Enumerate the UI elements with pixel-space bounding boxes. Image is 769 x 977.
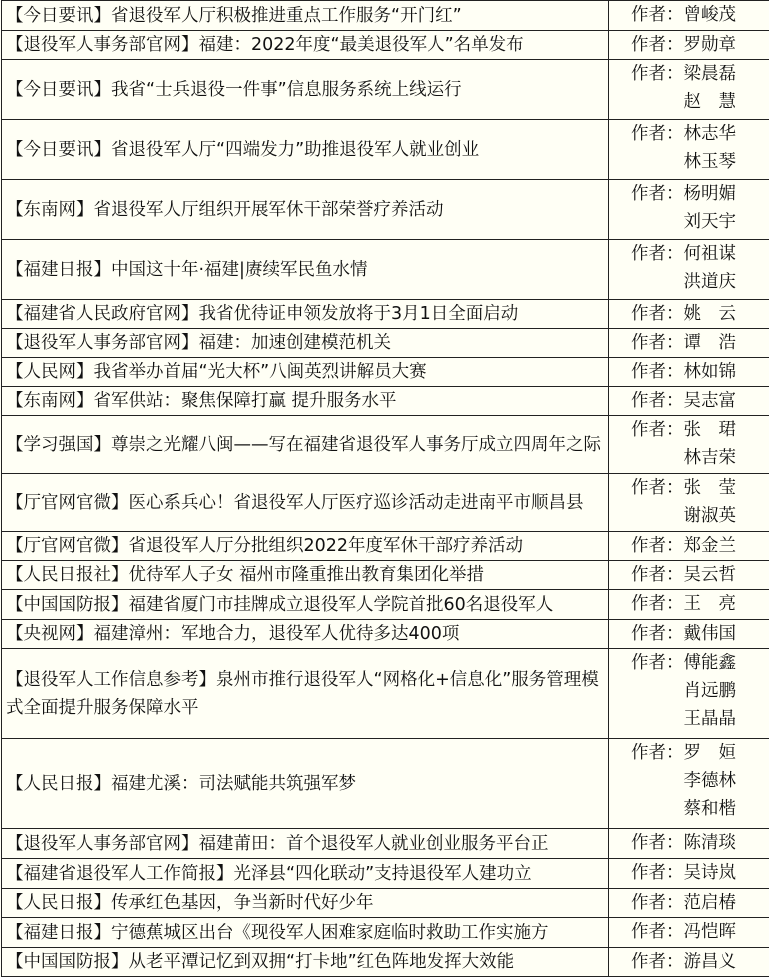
article-title[interactable]: 福建尤溪：司法赋能共筑强军梦 <box>111 774 356 794</box>
article-title-cell <box>2 60 609 120</box>
article-row <box>2 739 769 829</box>
article-title[interactable]: 省军供站：聚焦保障打赢 提升服务水平 <box>94 391 397 411</box>
author-name: 赵 慧 <box>684 88 737 116</box>
article-row <box>2 358 769 387</box>
author-label: 作者： <box>631 649 684 733</box>
author-label: 作者： <box>631 1 684 29</box>
article-source: 【东南网】 <box>6 200 94 220</box>
article-title[interactable]: 省退役军人厅组织开展军休干部荣誉疗养活动 <box>94 200 444 220</box>
article-title[interactable]: 传承红色基因，争当新时代好少年 <box>111 893 374 913</box>
article-source: 【人民日报】 <box>6 774 111 794</box>
article-title-cell <box>2 859 609 889</box>
author-name: 何祖谋 <box>684 240 737 268</box>
author-label: 作者： <box>631 620 684 648</box>
article-title[interactable]: 优待军人子女 福州市隆重推出教育集团化举措 <box>129 565 485 585</box>
article-row <box>2 829 769 859</box>
article-title-cell <box>2 474 609 532</box>
article-author-cell <box>609 620 769 649</box>
article-source: 【福建日报】 <box>6 923 111 943</box>
article-title-cell <box>2 358 609 387</box>
author-label: 作者： <box>631 889 684 917</box>
article-title-cell <box>2 240 609 300</box>
article-source: 【人民日报社】 <box>6 565 129 585</box>
author-name: 戴伟国 <box>684 620 737 648</box>
author-name: 肖远鹏 <box>684 677 737 705</box>
article-author-cell <box>609 180 769 240</box>
author-label: 作者： <box>631 329 684 357</box>
article-source: 【东南网】 <box>6 391 94 411</box>
article-title[interactable]: 我省举办首届“光大杯”八闽英烈讲解员大赛 <box>94 362 427 382</box>
author-name: 梁晨磊 <box>684 60 737 88</box>
author-name: 王晶晶 <box>684 705 737 733</box>
article-author-cell <box>609 120 769 180</box>
article-title-cell <box>2 180 609 240</box>
article-title[interactable]: 我省“士兵退役一件事”信息服务系统上线运行 <box>111 80 462 100</box>
author-name: 吴诗岚 <box>684 859 737 887</box>
author-name: 郑金兰 <box>684 532 737 560</box>
article-title-cell <box>2 948 609 977</box>
article-title-cell <box>2 889 609 918</box>
article-title[interactable]: 省退役军人厅分批组织2022年度军休干部疗养活动 <box>129 536 524 556</box>
article-author-cell <box>609 329 769 358</box>
article-row <box>2 416 769 474</box>
article-author-cell <box>609 474 769 532</box>
article-source: 【今日要讯】 <box>6 80 111 100</box>
article-rows <box>2 1 769 977</box>
article-title[interactable]: 福建：2022年度“最美退役军人”名单发布 <box>199 35 524 55</box>
article-row <box>2 948 769 977</box>
article-author-cell <box>609 387 769 416</box>
author-name: 陈清琰 <box>684 829 737 857</box>
article-title-cell <box>2 590 609 620</box>
article-title[interactable]: 从老平潭记忆到双拥“打卡地”红色阵地发挥大效能 <box>129 952 515 972</box>
article-title-cell <box>2 532 609 561</box>
article-table <box>1 0 769 977</box>
article-title-cell <box>2 829 609 859</box>
article-title-cell <box>2 31 609 60</box>
article-source: 【学习强国】 <box>6 435 111 455</box>
article-title[interactable]: 福建：加速创建模范机关 <box>199 333 392 353</box>
author-name: 吴志富 <box>684 387 737 415</box>
article-title-cell <box>2 649 609 739</box>
article-row <box>2 240 769 300</box>
author-name: 曾峻茂 <box>684 1 737 29</box>
author-label: 作者： <box>631 60 684 116</box>
author-name: 林如锦 <box>684 358 737 386</box>
article-title[interactable]: 宁德蕉城区出台《现役军人困难家庭临时救助工作实施方 <box>111 923 549 943</box>
author-label: 作者： <box>631 31 684 59</box>
author-label: 作者： <box>631 590 684 618</box>
article-title[interactable]: 福建漳州：军地合力，退役军人优待多达400项 <box>94 624 460 644</box>
article-title-cell <box>2 918 609 948</box>
article-title-cell <box>2 416 609 474</box>
author-label: 作者： <box>631 358 684 386</box>
article-row <box>2 180 769 240</box>
author-label: 作者： <box>631 829 684 857</box>
author-label: 作者： <box>631 180 684 236</box>
author-label: 作者： <box>631 387 684 415</box>
author-label: 作者： <box>631 918 684 946</box>
article-row <box>2 561 769 590</box>
article-title-cell <box>2 739 609 829</box>
article-source: 【中国国防报】 <box>6 952 129 972</box>
article-row <box>2 859 769 889</box>
author-label: 作者： <box>631 474 684 530</box>
author-label: 作者： <box>631 120 684 176</box>
article-title-cell <box>2 300 609 329</box>
article-source: 【中国国防报】 <box>6 595 129 615</box>
article-source: 【今日要讯】 <box>6 6 111 26</box>
article-title[interactable]: 光泽县“四化联动”支持退役军人建功立 <box>234 864 532 884</box>
article-row <box>2 590 769 620</box>
article-source: 【今日要讯】 <box>6 140 111 160</box>
article-row <box>2 474 769 532</box>
author-name: 林志华 <box>684 120 737 148</box>
article-title[interactable]: 省退役军人厅“四端发力”助推退役军人就业创业 <box>111 140 479 160</box>
author-name: 傅能鑫 <box>684 649 737 677</box>
article-row <box>2 649 769 739</box>
article-author-cell <box>609 918 769 948</box>
article-row <box>2 918 769 948</box>
author-name: 吴云哲 <box>684 561 737 589</box>
article-author-cell <box>609 829 769 859</box>
author-label: 作者： <box>631 739 684 823</box>
article-title[interactable]: 我省优待证申领发放将于3月1日全面启动 <box>199 304 519 324</box>
article-author-cell <box>609 739 769 829</box>
author-name: 杨明媚 <box>684 180 737 208</box>
author-name: 范启椿 <box>684 889 737 917</box>
article-title[interactable]: 中国这十年·福建|赓续军民鱼水情 <box>111 260 367 280</box>
author-label: 作者： <box>631 948 684 976</box>
article-author-cell <box>609 948 769 977</box>
article-row <box>2 889 769 918</box>
article-author-cell <box>609 859 769 889</box>
article-author-cell <box>609 358 769 387</box>
article-source: 【人民日报】 <box>6 893 111 913</box>
article-source: 【人民网】 <box>6 362 94 382</box>
article-row <box>2 387 769 416</box>
article-author-cell <box>609 532 769 561</box>
article-author-cell <box>609 60 769 120</box>
article-author-cell <box>609 649 769 739</box>
author-name: 冯恺晖 <box>684 918 737 946</box>
author-label: 作者： <box>631 300 684 328</box>
author-name: 刘天宇 <box>684 208 737 236</box>
author-name: 谢淑英 <box>684 502 737 530</box>
author-name: 林玉琴 <box>684 148 737 176</box>
article-row <box>2 329 769 358</box>
author-name: 蔡和楷 <box>684 795 737 823</box>
author-label: 作者： <box>631 240 684 296</box>
article-source: 【央视网】 <box>6 624 94 644</box>
article-row <box>2 1 769 31</box>
author-label: 作者： <box>631 561 684 589</box>
article-author-cell <box>609 31 769 60</box>
author-label: 作者： <box>631 416 684 472</box>
article-source: 【退役军人事务部官网】 <box>6 834 199 854</box>
article-row <box>2 60 769 120</box>
article-title-cell <box>2 329 609 358</box>
article-title[interactable]: 省退役军人厅积极推进重点工作服务“开门红” <box>111 6 462 26</box>
article-author-cell <box>609 889 769 918</box>
article-source: 【厅官网官微】 <box>6 536 129 556</box>
author-label: 作者： <box>631 532 684 560</box>
author-name: 罗勋章 <box>684 31 737 59</box>
article-row <box>2 300 769 329</box>
article-row <box>2 120 769 180</box>
article-source: 【福建省人民政府官网】 <box>6 304 199 324</box>
article-source: 【退役军人工作信息参考】 <box>6 670 216 690</box>
article-row <box>2 532 769 561</box>
author-name: 张 莹 <box>684 474 737 502</box>
article-title-cell <box>2 561 609 590</box>
article-title-cell <box>2 120 609 180</box>
author-name: 洪道庆 <box>684 268 737 296</box>
article-title[interactable]: 福建莆田：首个退役军人就业创业服务平台正 <box>199 834 549 854</box>
article-title[interactable]: 尊崇之光耀八闽——写在福建省退役军人事务厅成立四周年之际 <box>111 435 601 455</box>
article-source: 【福建省退役军人工作简报】 <box>6 864 234 884</box>
article-source: 【退役军人事务部官网】 <box>6 333 199 353</box>
author-name: 林吉荣 <box>684 444 737 472</box>
article-source: 【退役军人事务部官网】 <box>6 35 199 55</box>
article-source: 【福建日报】 <box>6 260 111 280</box>
author-name: 罗 姮 <box>684 739 737 767</box>
article-author-cell <box>609 561 769 590</box>
article-author-cell <box>609 590 769 620</box>
author-name: 游昌义 <box>684 948 737 976</box>
article-author-cell <box>609 416 769 474</box>
article-author-cell <box>609 1 769 31</box>
author-label: 作者： <box>631 859 684 887</box>
article-title[interactable]: 医心系兵心！省退役军人厅医疗巡诊活动走进南平市顺昌县 <box>129 493 584 513</box>
author-name: 谭 浩 <box>684 329 737 357</box>
article-row <box>2 31 769 60</box>
author-name: 王 亮 <box>684 590 737 618</box>
article-title-cell <box>2 1 609 31</box>
article-row <box>2 620 769 649</box>
article-source: 【厅官网官微】 <box>6 493 129 513</box>
article-title[interactable]: 福建省厦门市挂牌成立退役军人学院首批60名退役军人 <box>129 595 554 615</box>
article-title[interactable]: 泉州市推行退役军人“网格化+信息化”服务管理模式全面提升服务保障水平 <box>6 670 599 718</box>
article-title-cell <box>2 387 609 416</box>
article-title-cell <box>2 620 609 649</box>
article-author-cell <box>609 240 769 300</box>
author-name: 姚 云 <box>684 300 737 328</box>
author-name: 李德林 <box>684 767 737 795</box>
article-author-cell <box>609 300 769 329</box>
author-name: 张 珺 <box>684 416 737 444</box>
